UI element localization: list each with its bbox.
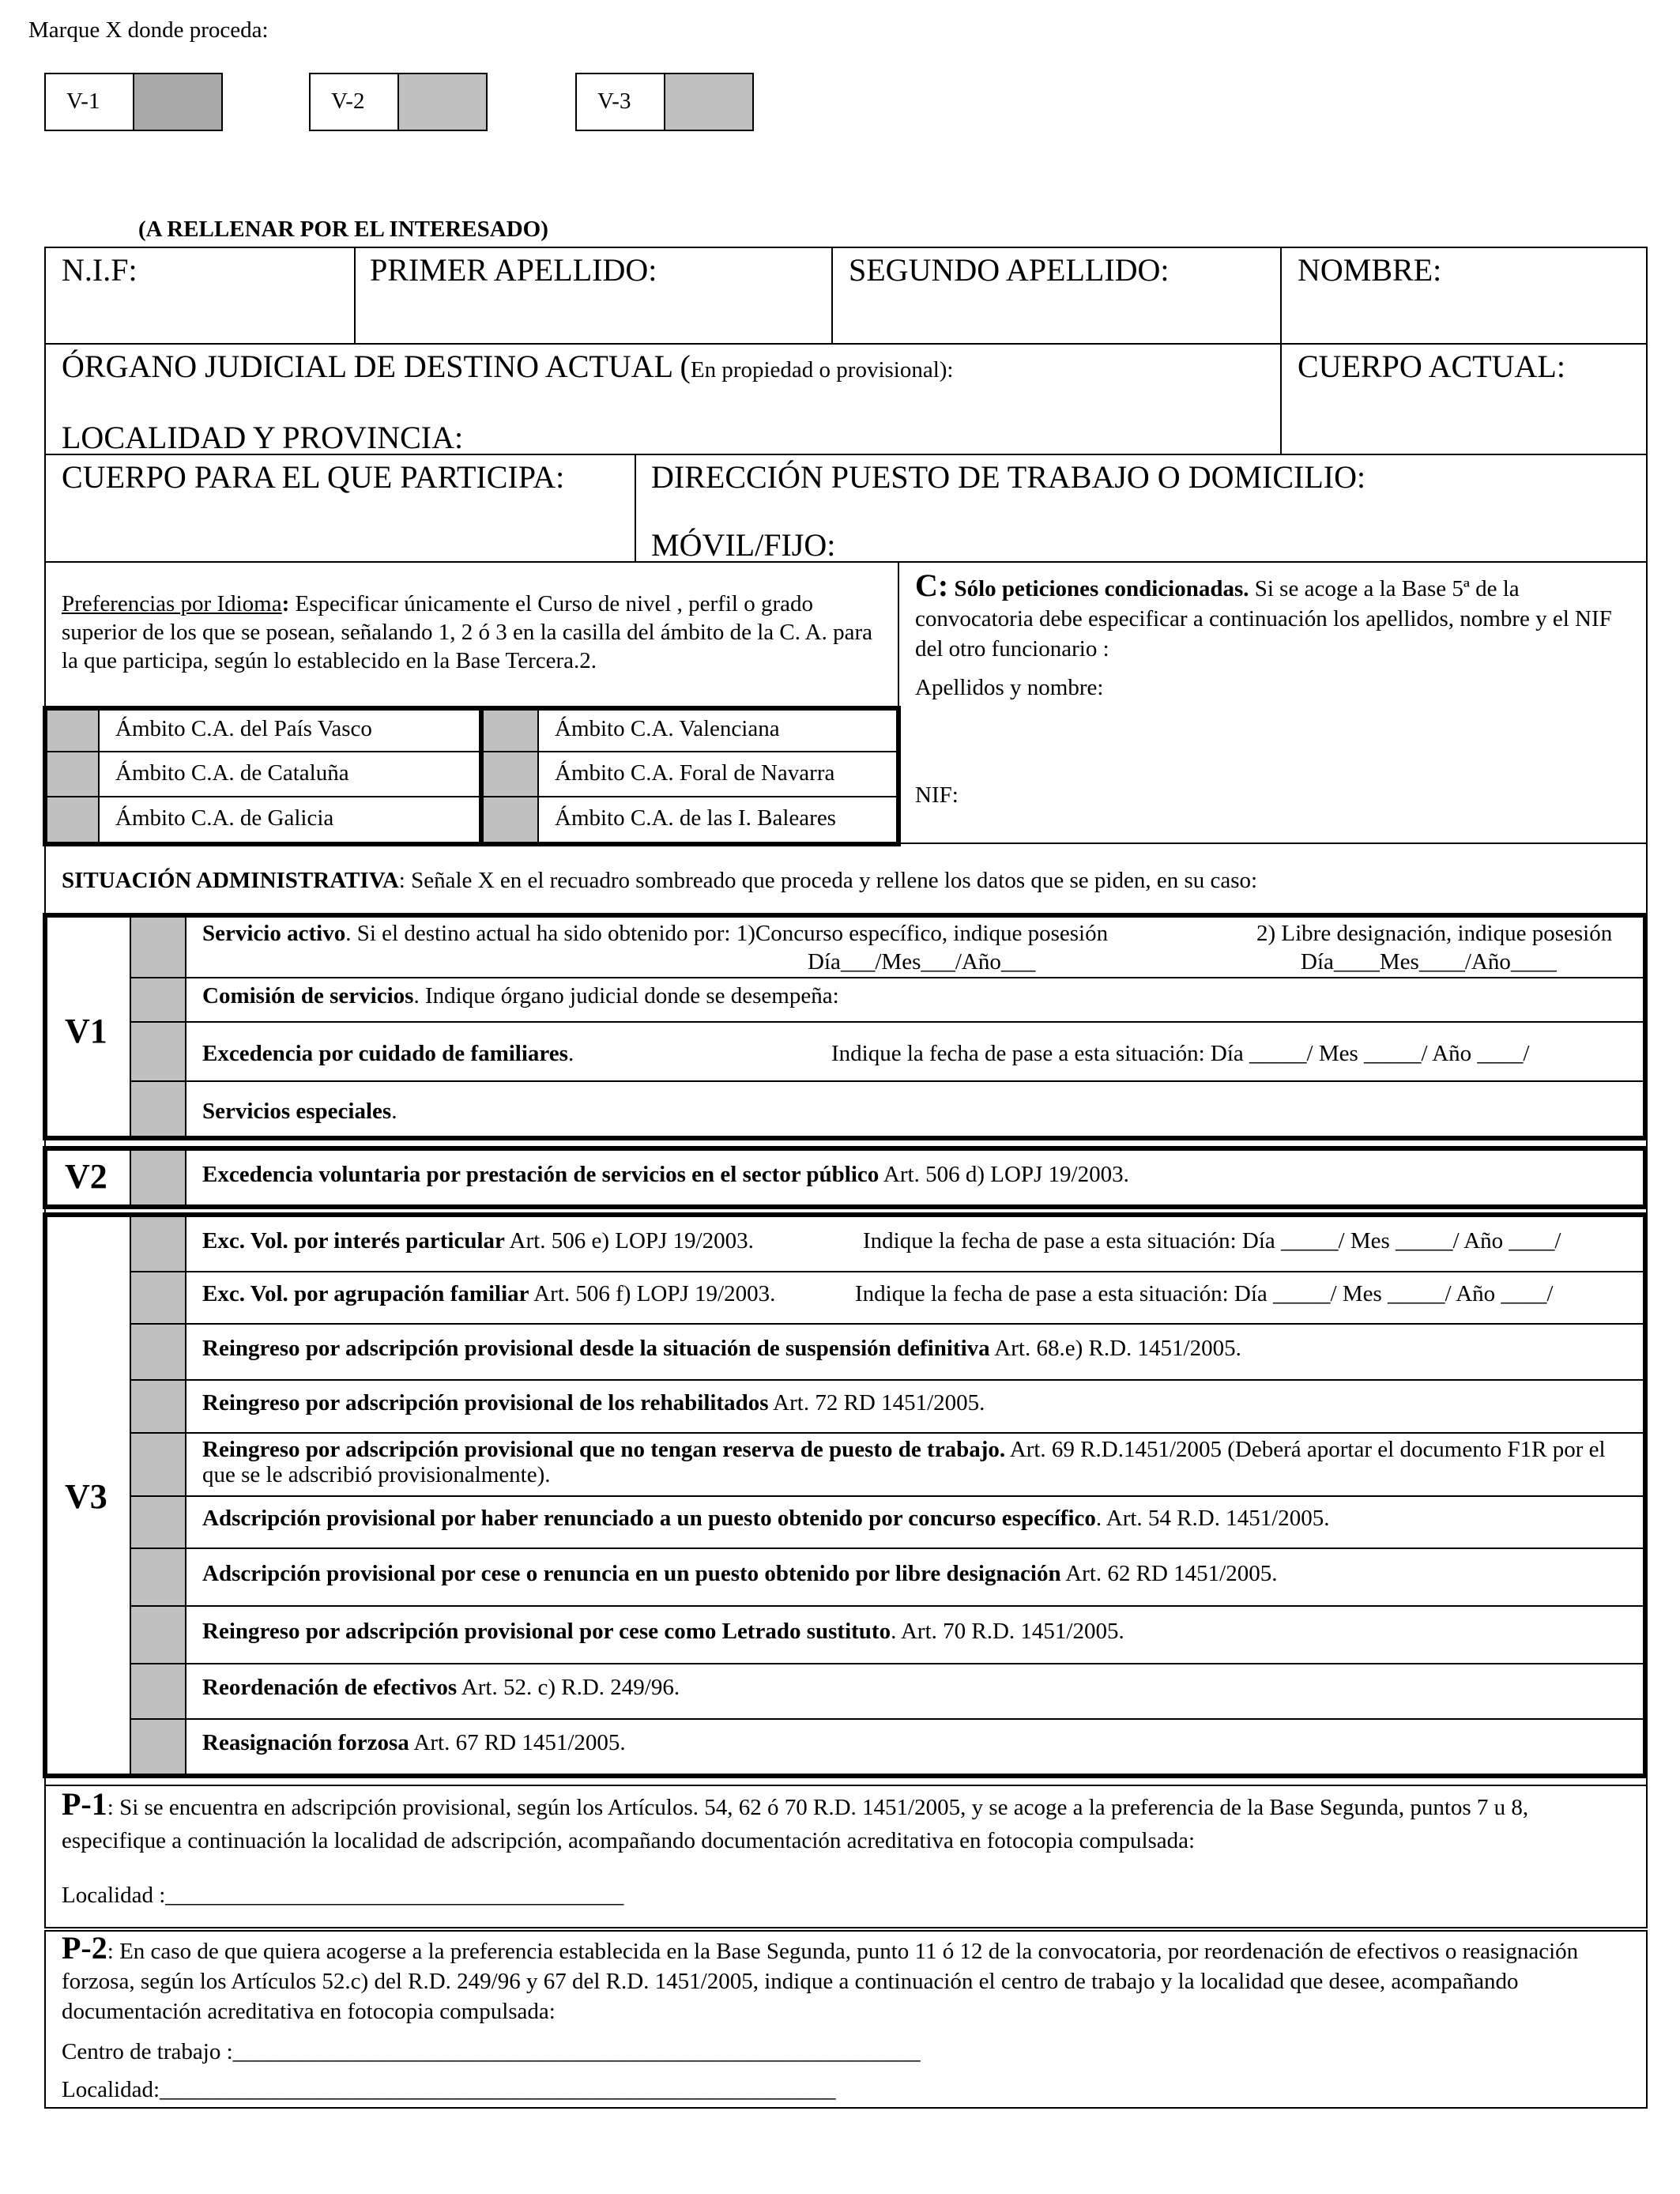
v3-row-checkbox[interactable] bbox=[131, 1381, 185, 1432]
ambito-cataluna-checkbox[interactable] bbox=[47, 752, 100, 796]
comision-servicios-checkbox[interactable] bbox=[131, 978, 185, 1021]
segundo-apellido-field[interactable] bbox=[834, 292, 1277, 340]
ambito-pais-vasco-checkbox[interactable] bbox=[47, 711, 100, 751]
v3-row-label: Reingreso por adscripción provisional que no tengan reserva de puesto de trabajo. Art. 69 R.D.1451/2005 (Deberá aportar el documento F1R por el que se le adscribió provisionalmente). bbox=[202, 1437, 1606, 1487]
condicionado-nif-label: NIF: bbox=[915, 782, 959, 808]
ambito-galicia-label: Ámbito C.A. de Galicia bbox=[115, 805, 334, 831]
v3-row-checkbox[interactable] bbox=[131, 1720, 185, 1774]
libre-designacion-date[interactable]: Día____Mes____/Año____ bbox=[1301, 949, 1557, 974]
p1-text: P-1: Si se encuentra en adscripción provisional, según los Artículos. 54, 62 ó 70 R.D. 1451/2005, y se acoge a la preferencia de la Base Segunda, puntos 7 u 8, especifique a continuación la localidad de adscripción, acompañando documentación acreditativa en fotocopia compulsada: bbox=[62, 1786, 1529, 1853]
condicionadas-text: C: Sólo peticiones condicionadas. Si se acoge a la Base 5ª de la convocatoria debe especificar a continuación los apellidos, nombre y el NIF del otro funcionario : bbox=[915, 567, 1612, 662]
option-v1-label: V-1 bbox=[66, 89, 100, 114]
idioma-text: Preferencias por Idioma: Especificar únicamente el Curso de nivel , perfil o grado superior de los que se posean, señalando 1, 2 ó 3 en la casilla del ámbito de la C. A. para la que participa, según lo establecido en la Base Tercera.2. bbox=[62, 591, 872, 673]
apellidos-nombre-label: Apellidos y nombre: bbox=[915, 675, 1104, 700]
direccion-label: DIRECCIÓN PUESTO DE TRABAJO O DOMICILIO: bbox=[651, 459, 1366, 495]
situacion-header: SITUACIÓN ADMINISTRATIVA: Señale X en el recuadro sombreado que proceda y rellene los datos que se piden, en su caso: bbox=[62, 868, 1258, 893]
option-v1[interactable] bbox=[44, 73, 223, 131]
v3-row-label: Adscripción provisional por cese o renuncia en un puesto obtenido por libre designación Art. 62 RD 1451/2005. bbox=[202, 1561, 1278, 1586]
excedencia-sector-publico-label: Excedencia voluntaria por prestación de servicios en el sector público Art. 506 d) LOPJ 19/2003. bbox=[202, 1162, 1129, 1187]
option-v1-checkbox[interactable] bbox=[133, 74, 221, 130]
ambito-pais-vasco-label: Ámbito C.A. del País Vasco bbox=[115, 716, 372, 741]
v3-row-checkbox[interactable] bbox=[131, 1664, 185, 1718]
servicio-activo-checkbox[interactable] bbox=[131, 918, 185, 977]
libre-designacion-label: 2) Libre designación, indique posesión bbox=[1256, 921, 1613, 946]
v2-label: V2 bbox=[65, 1157, 107, 1196]
cuerpo-participa-label: CUERPO PARA EL QUE PARTICIPA: bbox=[62, 459, 565, 495]
v3-row-label: Reingreso por adscripción provisional desde la situación de suspensión definitiva Art. 68.e) R.D. 1451/2005. bbox=[202, 1336, 1241, 1361]
servicios-especiales-label: Servicios especiales. bbox=[202, 1099, 397, 1124]
v3-row-date[interactable]: Indique la fecha de pase a esta situación: Día _____/ Mes _____/ Año ____/ bbox=[855, 1281, 1554, 1306]
servicios-especiales-checkbox[interactable] bbox=[131, 1082, 185, 1136]
v3-label: V3 bbox=[65, 1477, 107, 1516]
option-v2[interactable] bbox=[309, 73, 488, 131]
v1-label: V1 bbox=[65, 1012, 107, 1050]
concurso-date[interactable]: Día___/Mes___/Año___ bbox=[808, 949, 1036, 974]
ambito-valenciana-label: Ámbito C.A. Valenciana bbox=[555, 716, 780, 741]
p2-localidad-field[interactable]: Localidad:___________________________________________________________ bbox=[62, 2077, 836, 2102]
option-v3-checkbox[interactable] bbox=[664, 74, 752, 130]
v3-row-label: Reingreso por adscripción provisional por cese como Letrado sustituto. Art. 70 R.D. 1451/2005. bbox=[202, 1619, 1124, 1644]
v3-row-checkbox[interactable] bbox=[131, 1497, 185, 1547]
v3-row-checkbox[interactable] bbox=[131, 1434, 185, 1495]
v3-row-checkbox[interactable] bbox=[131, 1325, 185, 1379]
nif-field[interactable] bbox=[47, 292, 351, 340]
p2-text: P-2: En caso de que quiera acogerse a la preferencia establecida en la Base Segunda, punto 11 ó 12 de la convocatoria, por reordenación de efectivos o reasignación forzosa, según los Artículos 52.c) del R.D. 249/96 y 67 del R.D. 1451/2005, indique a continuación el centro de trabajo y la localidad que desee, acompañando documentación acreditativa en fotocopia compulsada: bbox=[62, 1930, 1579, 2024]
excedencia-familiares-checkbox[interactable] bbox=[131, 1023, 185, 1080]
v3-row-checkbox[interactable] bbox=[131, 1272, 185, 1323]
option-v3-label: V-3 bbox=[597, 89, 631, 114]
excedencia-familiares-date[interactable]: Indique la fecha de pase a esta situación: Día _____/ Mes _____/ Año ____/ bbox=[831, 1041, 1530, 1066]
nif-label: N.I.F: bbox=[62, 252, 137, 288]
v3-row-checkbox[interactable] bbox=[131, 1217, 185, 1271]
v3-row-checkbox[interactable] bbox=[131, 1607, 185, 1663]
ambito-valenciana-checkbox[interactable] bbox=[484, 711, 539, 751]
organo-label: ÓRGANO JUDICIAL DE DESTINO ACTUAL (En propiedad o provisional): bbox=[62, 349, 954, 384]
primer-apellido-field[interactable] bbox=[357, 292, 828, 340]
p2-centro-field[interactable]: Centro de trabajo :____________________________________________________________ bbox=[62, 2039, 921, 2064]
localidad-provincia-label: LOCALIDAD Y PROVINCIA: bbox=[62, 420, 464, 455]
ambito-galicia-checkbox[interactable] bbox=[47, 797, 100, 842]
v3-row-checkbox[interactable] bbox=[131, 1549, 185, 1605]
primer-apellido-label: PRIMER APELLIDO: bbox=[370, 252, 657, 288]
section-caption: (A RELLENAR POR EL INTERESADO) bbox=[138, 217, 548, 242]
option-v3[interactable] bbox=[575, 73, 754, 131]
option-v2-checkbox[interactable] bbox=[397, 74, 486, 130]
v3-row-label: Reingreso por adscripción provisional de los rehabilitados Art. 72 RD 1451/2005. bbox=[202, 1390, 985, 1416]
servicio-activo-label: Servicio activo. Si el destino actual ha sido obtenido por: 1)Concurso específico, indique posesión bbox=[202, 921, 1109, 946]
ambito-navarra-label: Ámbito C.A. Foral de Navarra bbox=[555, 760, 835, 786]
instruction-text: Marque X donde proceda: bbox=[28, 17, 269, 43]
v3-row-label: Exc. Vol. por agrupación familiar Art. 506 f) LOPJ 19/2003. bbox=[202, 1281, 776, 1306]
ambito-baleares-label: Ámbito C.A. de las I. Baleares bbox=[555, 805, 836, 831]
cuerpo-actual-label: CUERPO ACTUAL: bbox=[1298, 349, 1565, 384]
movil-fijo-label: MÓVIL/FIJO: bbox=[651, 527, 836, 563]
p1-localidad-field[interactable]: Localidad :________________________________________ bbox=[62, 1883, 624, 1908]
v3-row-label: Exc. Vol. por interés particular Art. 506 e) LOPJ 19/2003. bbox=[202, 1228, 754, 1253]
comision-servicios-label: Comisión de servicios. Indique órgano judicial donde se desempeña: bbox=[202, 983, 839, 1008]
v3-row-label: Adscripción provisional por haber renunciado a un puesto obtenido por concurso específico. Art. 54 R.D. 1451/2005. bbox=[202, 1506, 1330, 1531]
option-v2-label: V-2 bbox=[331, 89, 365, 114]
v3-row-date[interactable]: Indique la fecha de pase a esta situación: Día _____/ Mes _____/ Año ____/ bbox=[863, 1228, 1561, 1253]
ambito-cataluna-label: Ámbito C.A. de Cataluña bbox=[115, 760, 349, 786]
nombre-field[interactable] bbox=[1283, 292, 1644, 340]
nombre-label: NOMBRE: bbox=[1298, 252, 1442, 288]
segundo-apellido-label: SEGUNDO APELLIDO: bbox=[849, 252, 1170, 288]
v3-row-label: Reordenación de efectivos Art. 52. c) R.D. 249/96. bbox=[202, 1675, 680, 1700]
ambito-navarra-checkbox[interactable] bbox=[484, 752, 539, 796]
ambito-baleares-checkbox[interactable] bbox=[484, 797, 539, 842]
excedencia-sector-publico-checkbox[interactable] bbox=[131, 1151, 185, 1204]
excedencia-familiares-label: Excedencia por cuidado de familiares. bbox=[202, 1041, 574, 1066]
v3-row-label: Reasignación forzosa Art. 67 RD 1451/2005. bbox=[202, 1730, 626, 1755]
